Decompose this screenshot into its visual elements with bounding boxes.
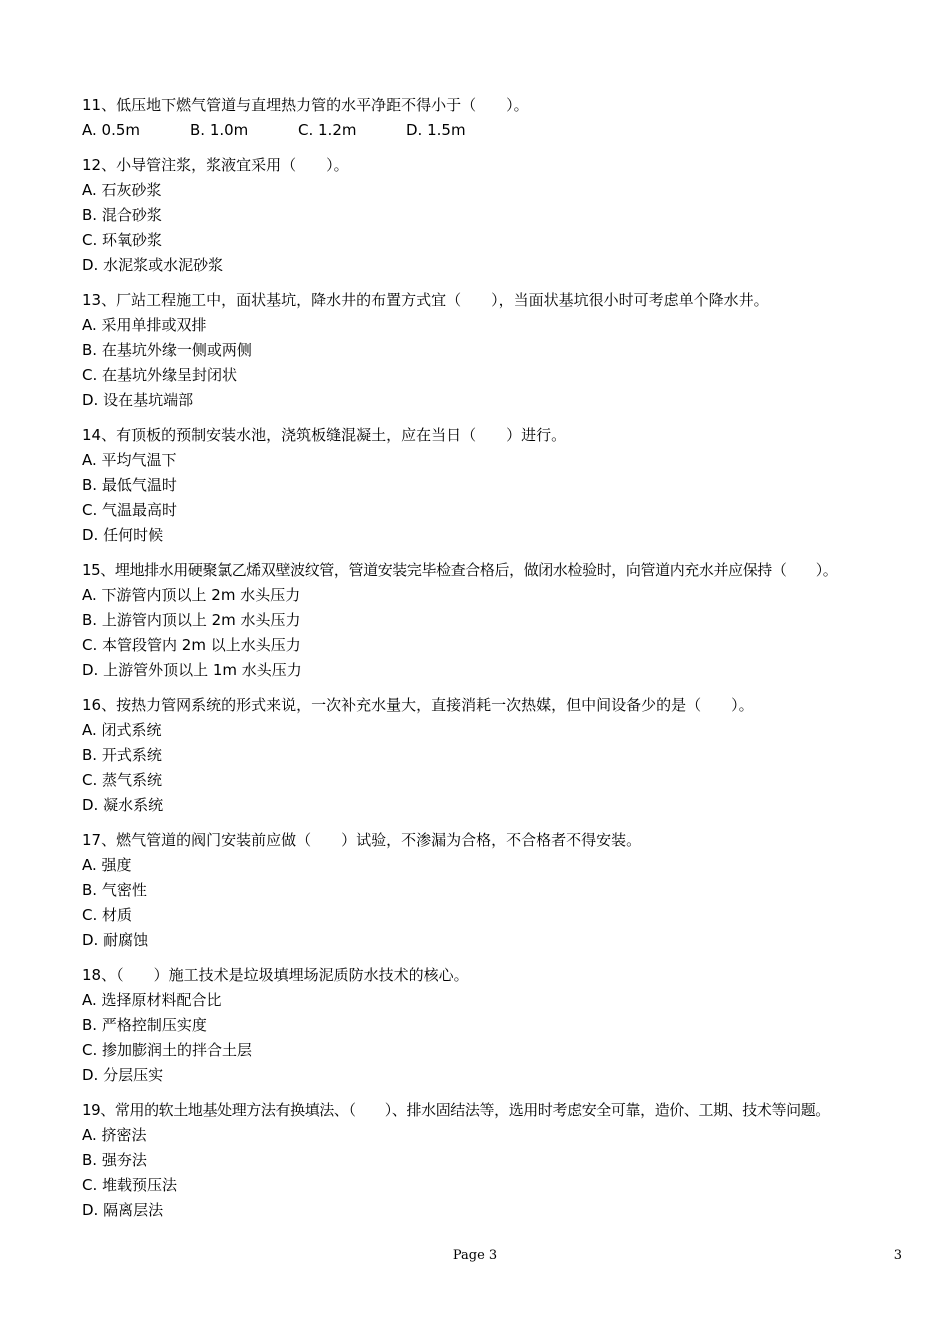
question-stem: 17、燃气管道的阀门安装前应做（ ）试验，不渗漏为合格，不合格者不得安装。: [82, 831, 642, 849]
option-a: A. 挤密法: [82, 1126, 147, 1144]
option-a: A. 闭式系统: [82, 721, 162, 739]
option-a: A. 石灰砂浆: [82, 181, 162, 199]
option-d: D. 隔离层法: [82, 1201, 164, 1219]
option-d: D. 设在基坑端部: [82, 391, 194, 409]
footer-page-number: 3: [893, 1248, 902, 1263]
option-b: B. 1.0m: [190, 121, 249, 139]
option-d: D. 凝水系统: [82, 796, 164, 814]
option-a: A. 下游管内顶以上 2m 水头压力: [82, 586, 301, 604]
question-stem: 19、常用的软土地基处理方法有换填法、（ ）、排水固结法等，选用时考虑安全可靠，造价、工期、技术等问题。: [82, 1101, 830, 1119]
question-stem: 12、小导管注浆，浆液宜采用（ ）。: [82, 156, 349, 174]
option-b: B. 开式系统: [82, 746, 162, 764]
option-a: A. 强度: [82, 856, 132, 874]
question-12: [82, 153, 912, 278]
question-stem: 16、按热力管网系统的形式来说，一次补充水量大，直接消耗一次热媒，但中间设备少的是（ ）。: [82, 696, 754, 714]
option-c: C. 堆载预压法: [82, 1176, 178, 1194]
question-18: [82, 963, 912, 1088]
option-b: B. 最低气温时: [82, 476, 177, 494]
option-b: B. 上游管内顶以上 2m 水头压力: [82, 611, 301, 629]
option-b: B. 严格控制压实度: [82, 1016, 207, 1034]
option-b: B. 强夯法: [82, 1151, 147, 1169]
option-c: C. 本管段管内 2m 以上水头压力: [82, 636, 301, 654]
question-stem: 15、埋地排水用硬聚氯乙烯双壁波纹管，管道安装完毕检查合格后，做闭水检验时，向管道内充水并应保持（ ）。: [82, 561, 838, 579]
question-13: [82, 288, 912, 413]
question-15: [82, 558, 912, 683]
option-a: A. 0.5m: [82, 121, 141, 139]
question-14: [82, 423, 912, 548]
option-d: D. 上游管外顶以上 1m 水头压力: [82, 661, 302, 679]
option-c: C. 蒸气系统: [82, 771, 163, 789]
option-b: B. 混合砂浆: [82, 206, 162, 224]
question-stem: 11、低压地下燃气管道与直埋热力管的水平净距不得小于（ ）。: [82, 96, 529, 114]
question-stem: 14、有顶板的预制安装水池，浇筑板缝混凝土，应在当日（ ）进行。: [82, 426, 567, 444]
option-c: C. 环氧砂浆: [82, 231, 163, 249]
option-a: A. 平均气温下: [82, 451, 177, 469]
option-c: C. 掺加膨润土的拌合土层: [82, 1041, 253, 1059]
question-19: [82, 1098, 912, 1223]
option-b: B. 在基坑外缘一侧或两侧: [82, 341, 252, 359]
question-list: [82, 93, 912, 1233]
option-c: C. 气温最高时: [82, 501, 178, 519]
option-a: A. 选择原材料配合比: [82, 991, 222, 1009]
option-d: D. 水泥浆或水泥砂浆: [82, 256, 224, 274]
question-16: [82, 693, 912, 818]
option-d: D. 耐腐蚀: [82, 931, 149, 949]
footer-page-label: Page 3: [452, 1248, 498, 1263]
question-17: [82, 828, 912, 953]
question-stem: 13、厂站工程施工中，面状基坑，降水井的布置方式宜（ ），当面状基坑很小时可考虑单个降水井。: [82, 291, 769, 309]
option-d: D. 1.5m: [406, 121, 466, 139]
question-stem: 18、（ ）施工技术是垃圾填埋场泥质防水技术的核心。: [82, 966, 469, 984]
option-row: [82, 118, 912, 143]
question-11: [82, 93, 912, 143]
option-b: B. 气密性: [82, 881, 147, 899]
option-c: C. 在基坑外缘呈封闭状: [82, 366, 238, 384]
option-d: D. 任何时候: [82, 526, 164, 544]
option-c: C. 1.2m: [298, 121, 357, 139]
option-a: A. 采用单排或双排: [82, 316, 207, 334]
option-c: C. 材质: [82, 906, 133, 924]
option-d: D. 分层压实: [82, 1066, 164, 1084]
